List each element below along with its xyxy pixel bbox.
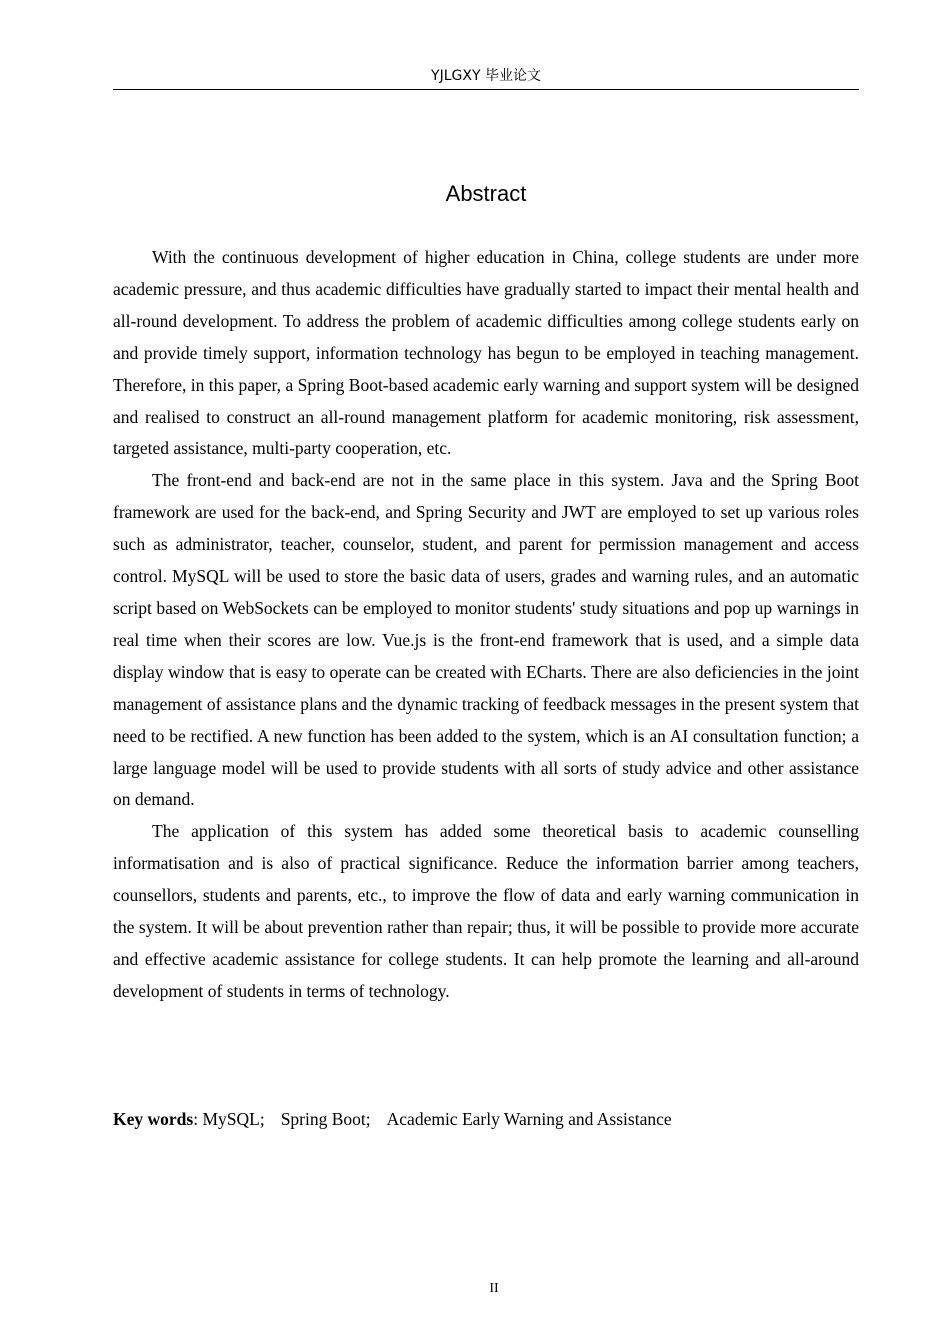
abstract-title: Abstract xyxy=(445,181,527,206)
keywords-separator: : xyxy=(193,1109,203,1129)
paragraph-2: The front-end and back-end are not in the same place in this system. Java and the Spring Boot framework are used for the back-end, and Spring Security and JWT are employed to set up various roles such as administrator, teacher, counselor, student, and parent for permission management and access control. MySQL will be used to store the basic data of users, grades and warning rules, and an automatic script based on WebSockets can be employed to monitor students' study situations and pop up warnings in real time when their scores are low. Vue.js is the front-end framework that is used, and a simple data display window that is easy to operate can be created with ECharts. There are also deficiencies in the joint management of assistance plans and the dynamic tracking of feedback messages in the present system that need to be rectified. A new function has been added to the system, which is an AI consultation function; a large language model will be used to provide students with all sorts of study advice and other assistance on demand. xyxy=(113,470,859,810)
keyword-item: Spring Boot; xyxy=(280,1109,371,1129)
abstract-body xyxy=(113,242,859,1008)
keywords-label: Key words xyxy=(113,1109,194,1129)
page-header xyxy=(113,66,859,90)
keyword-item: MySQL; xyxy=(202,1109,265,1129)
header-text: YJLGXY 毕业论文 xyxy=(431,68,541,84)
keywords-line xyxy=(113,1104,859,1134)
paragraph-3: The application of this system has added some theoretical basis to academic counselling informatisation and is also of practical significance. Reduce the information barrier among teachers, counsellors, students and parents, etc., to improve the flow of data and early warning communication in the system. It will be about prevention rather than repair; thus, it will be possible to provide more accurate and effective academic assistance for college students. It can help promote the learning and all-around development of students in terms of technology. xyxy=(113,821,859,1001)
page-number: II xyxy=(489,1281,499,1296)
keyword-item: Academic Early Warning and Assistance xyxy=(386,1109,672,1129)
paragraph-1: With the continuous development of higher education in China, college students are under more academic pressure, and thus academic difficulties have gradually started to impact their mental health and all-round development. To address the problem of academic difficulties among college students early on and provide timely support, information technology has begun to be employed in teaching management. Therefore, in this paper, a Spring Boot-based academic early warning and support system will be designed and realised to construct an all-round management platform for academic monitoring, risk assessment, targeted assistance, multi-party cooperation, etc. xyxy=(113,247,859,459)
